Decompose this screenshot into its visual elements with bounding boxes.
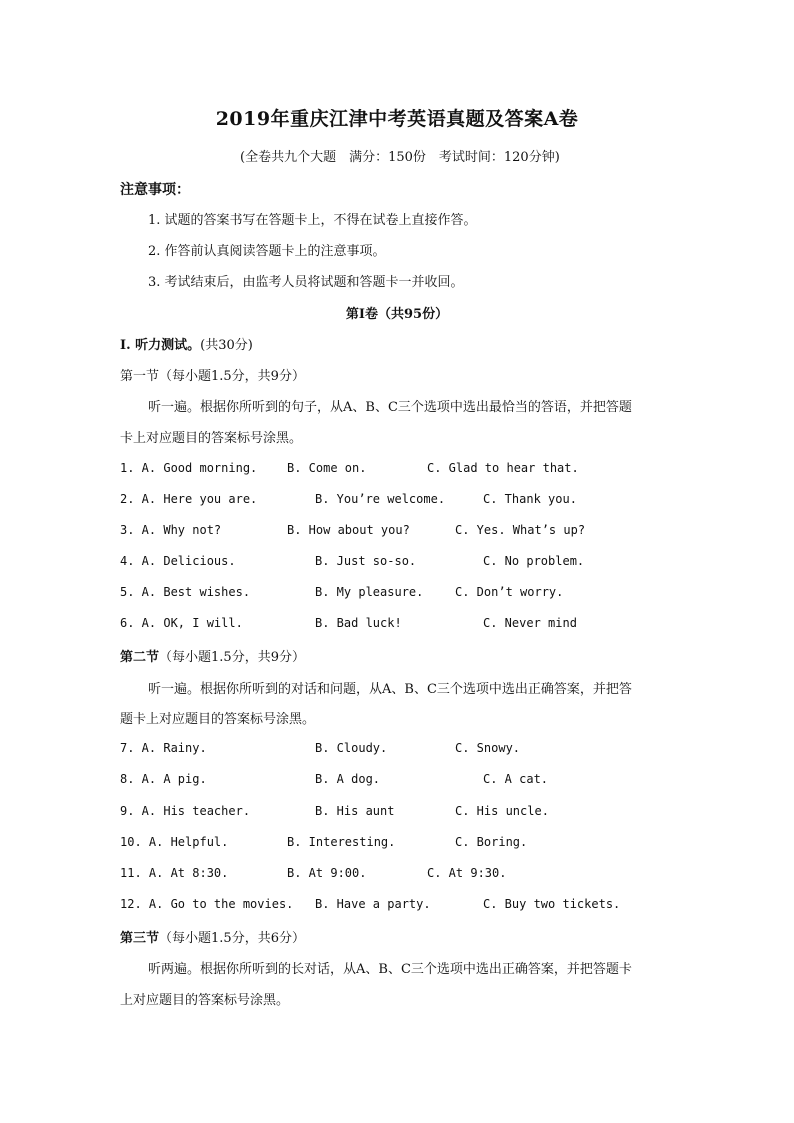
- option-a: 1. A. Good morning.: [120, 461, 258, 475]
- option-c: C. Buy two tickets.: [483, 897, 621, 911]
- part-heading: [120, 334, 253, 353]
- option-c: C. At 9:30.: [427, 866, 507, 880]
- notes-heading: 注意事项：: [120, 182, 190, 198]
- option-c: C. Yes. What’s up?: [455, 523, 586, 537]
- option-a: 4. A. Delicious.: [120, 554, 236, 568]
- option-c: C. A cat.: [483, 772, 549, 786]
- exam-info: (全卷共九个大题 满分：150份 考试时间：120分钟): [240, 150, 560, 165]
- option-a: 12. A. Go to the movies.: [120, 897, 294, 911]
- section-title: 第二节: [120, 650, 160, 665]
- part-score: (共30分): [200, 338, 253, 353]
- option-c: C. Boring.: [455, 835, 528, 849]
- section-instruction: 听两遍。根据你所听到的长对话，从A、B、C三个选项中选出正确答案，并把答题卡: [148, 962, 632, 977]
- section-heading: 第一节（每小题1.5分，共9分）: [120, 369, 305, 384]
- option-a: 5. A. Best wishes.: [120, 585, 251, 599]
- option-c: C. Snowy.: [455, 741, 521, 755]
- option-b: B. Bad luck!: [315, 616, 402, 630]
- option-b: B. A dog.: [315, 772, 381, 786]
- note-item: 1. 试题的答案书写在答题卡上，不得在试卷上直接作答。: [148, 213, 477, 228]
- option-c: C. His uncle.: [455, 804, 549, 818]
- option-c: C. Glad to hear that.: [427, 461, 579, 475]
- option-b: B. His aunt: [315, 804, 395, 818]
- option-a: 9. A. His teacher.: [120, 804, 251, 818]
- option-a: 2. A. Here you are.: [120, 492, 258, 506]
- option-c: C. Thank you.: [483, 492, 577, 506]
- option-a: 10. A. Helpful.: [120, 835, 229, 849]
- option-b: B. Have a party.: [315, 897, 431, 911]
- section-instruction: 卡上对应题目的答案标号涂黑。: [120, 431, 303, 446]
- option-a: 7. A. Rainy.: [120, 741, 207, 755]
- option-c: C. No problem.: [483, 554, 585, 568]
- page-title: 2019年重庆江津中考英语真题及答案A卷: [215, 108, 579, 130]
- option-c: C. Never mind: [483, 616, 577, 630]
- section-heading: [120, 927, 305, 946]
- option-b: B. Just so-so.: [315, 554, 417, 568]
- option-b: B. At 9:00.: [287, 866, 367, 880]
- section-heading: [120, 646, 305, 665]
- section-instruction: 题卡上对应题目的答案标号涂黑。: [120, 712, 316, 727]
- section-instruction: 上对应题目的答案标号涂黑。: [120, 993, 290, 1008]
- option-b: B. Interesting.: [287, 835, 396, 849]
- option-a: 8. A. A pig.: [120, 772, 207, 786]
- option-b: B. My pleasure.: [315, 585, 424, 599]
- option-b: B. How about you?: [287, 523, 410, 537]
- section-score: （每小题1.5分，共6分）: [159, 931, 305, 946]
- option-b: B. Cloudy.: [315, 741, 388, 755]
- note-item: 2. 作答前认真阅读答题卡上的注意事项。: [148, 244, 386, 259]
- section-title: 第三节: [120, 931, 160, 946]
- option-a: 3. A. Why not?: [120, 523, 222, 537]
- option-b: B. You’re welcome.: [315, 492, 446, 506]
- section-instruction: 听一遍。根据你所听到的句子，从A、B、C三个选项中选出最恰当的答语，并把答题: [148, 400, 632, 415]
- section-score: （每小题1.5分，共9分）: [159, 650, 305, 665]
- part-title: I. 听力测试。: [120, 338, 201, 353]
- option-b: B. Come on.: [287, 461, 367, 475]
- section-instruction: 听一遍。根据你所听到的对话和问题，从A、B、C三个选项中选出正确答案，并把答: [148, 682, 632, 697]
- option-a: 11. A. At 8:30.: [120, 866, 229, 880]
- option-c: C. Don’t worry.: [455, 585, 564, 599]
- volume-heading: 第I卷（共95份）: [345, 307, 449, 322]
- option-a: 6. A. OK, I will.: [120, 616, 243, 630]
- note-item: 3. 考试结束后，由监考人员将试题和答题卡一并收回。: [148, 275, 464, 290]
